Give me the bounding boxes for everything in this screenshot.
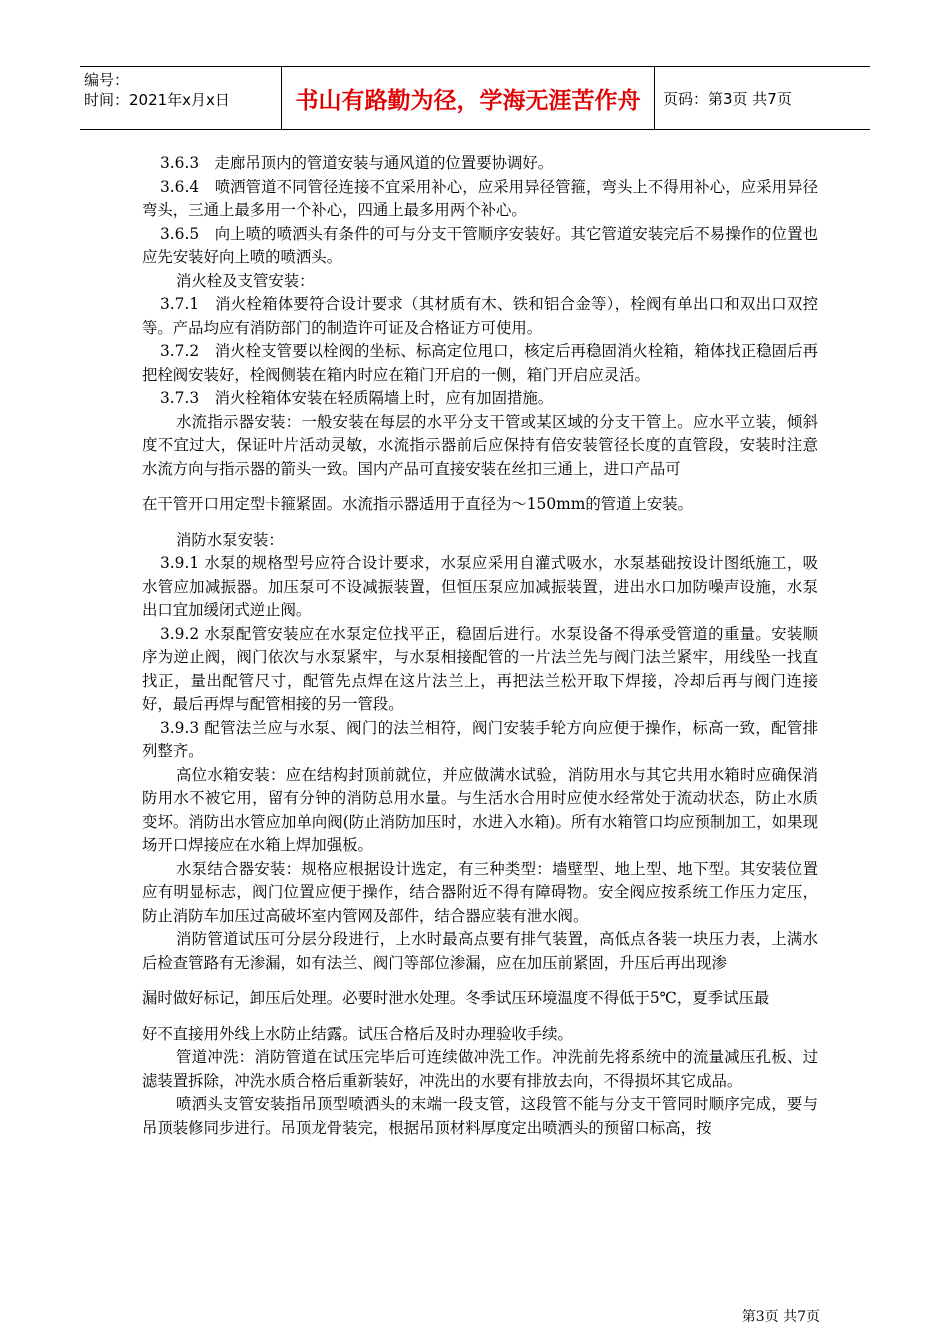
paragraph: 消防水泵安装：	[176, 530, 284, 549]
paragraph: 好不直接用外线上水防止结露。试压合格后及时办理验收手续。	[142, 1024, 573, 1043]
paragraph: 3.6.5 向上喷的喷洒头有条件的可与分支干管顺序安装好。其它管道安装完后不易操作的位置也应先安装好向上喷的喷洒头。	[142, 224, 818, 266]
paragraph: 在干管开口用定型卡箍紧固。水流指示器适用于直径为～150mm的管道上安装。	[142, 495, 694, 513]
paragraph: 3.6.4 喷洒管道不同管径连接不宜采用补心，应采用异径管箍，弯头上不得用补心，应采用异径弯头，三通上最多用一个补心，四通上最多用两个补心。	[142, 177, 818, 219]
paragraph: 高位水箱安装：应在结构封顶前就位，并应做满水试验，消防用水与其它共用水箱时应确保消防用水不被它用，留有分钟的消防总用水量。与生活水合用时应使水经常处于流动状态，防止水质变坏。消防出水管应加单向阀(防止消防加压时，水进入水箱)。所有水箱管口均应预制加工，如果现场开口焊接应在水箱上焊加强板。	[142, 765, 818, 854]
paragraph: 水泵结合器安装：规格应根据设计选定，有三种类型：墙壁型、地上型、地下型。其安装位置应有明显标志，阀门位置应便于操作，结合器附近不得有障碍物。安全阀应按系统工作压力定压，防止消防车加压过高破坏室内管网及部件，结合器应装有泄水阀。	[142, 859, 818, 925]
document-time-label: 时间：2021年x月x日	[84, 91, 230, 109]
header-motto: 书山有路勤为径，学海无涯苦作舟	[282, 67, 655, 129]
paragraph: 3.9.1 水泵的规格型号应符合设计要求，水泵应采用自灌式吸水，水泵基础按设计图纸施工，吸水管应加减振器。加压泵可不设减振装置，但恒压泵应加减振装置，进出水口加防噪声设施，水泵出口宜加缓闭式逆止阀。	[142, 554, 818, 619]
paragraph: 3.7.2 消火栓支管要以栓阀的坐标、标高定位甩口，核定后再稳固消火栓箱，箱体找正稳固后再把栓阀安装好，栓阀侧装在箱内时应在箱门开启的一侧，箱门开启应灵活。	[142, 342, 818, 384]
paragraph: 管道冲洗：消防管道在试压完毕后可连续做冲洗工作。冲洗前先将系统中的流量减压孔板、过滤装置拆除，冲洗水质合格后重新装好，冲洗出的水要有排放去向，不得损坏其它成品。	[142, 1048, 818, 1090]
paragraph: 漏时做好标记，卸压后处理。必要时泄水处理。冬季试压环境温度不得低于5℃，夏季试压最	[142, 989, 770, 1007]
document-number-label: 编号：	[84, 71, 130, 89]
document-body	[142, 152, 818, 1140]
header-meta-cell	[80, 67, 282, 129]
page-header	[80, 66, 870, 130]
paragraph: 消防管道试压可分层分段进行，上水时最高点要有排气装置，高低点各装一块压力表，上满水后检查管路有无渗漏，如有法兰、阀门等部位渗漏，应在加压前紧固，升压后再出现渗	[142, 930, 818, 972]
paragraph: 3.7.3 消火栓箱体安装在轻质隔墙上时，应有加固措施。	[160, 389, 554, 407]
header-page-number: 页码：第3页 共7页	[663, 89, 792, 108]
paragraph: 3.6.3 走廊吊顶内的管道安装与通风道的位置要协调好。	[160, 154, 554, 172]
paragraph: 3.9.2 水泵配管安装应在水泵定位找平正，稳固后进行。水泵设备不得承受管道的重量。安装顺序为逆止阀，阀门依次与水泵紧牢，与水泵相接配管的一片法兰先与阀门法兰紧牢，用线坠一找直找正，量出配管尺寸，配管先点焊在这片法兰上，再把法兰松开取下焊接，冷却后再与阀门连接好，最后再焊与配管相接的另一管段。	[142, 624, 818, 713]
paragraph: 水流指示器安装：一般安装在每层的水平分支干管或某区域的分支干管上。应水平立装，倾斜度不宜过大，保证叶片活动灵敏，水流指示器前后应保持有倍安装管径长度的直管段，安装时注意水流方向与指示器的箭头一致。国内产品可直接安装在丝扣三通上，进口产品可	[142, 412, 818, 478]
paragraph: 3.7.1 消火栓箱体要符合设计要求（其材质有木、铁和铝合金等），栓阀有单出口和双出口双控等。产品均应有消防部门的制造许可证及合格证方可使用。	[142, 295, 818, 337]
page-footer-number: 第3页 共7页	[741, 1309, 820, 1325]
paragraph: 3.9.3 配管法兰应与水泵、阀门的法兰相符，阀门安装手轮方向应便于操作，标高一致，配管排列整齐。	[142, 718, 818, 760]
paragraph: 消火栓及支管安装：	[176, 271, 315, 290]
paragraph: 喷洒头支管安装指吊顶型喷洒头的末端一段支管，这段管不能与分支干管同时顺序完成，要与吊顶装修同步进行。吊顶龙骨装完，根据吊顶材料厚度定出喷洒头的预留口标高，按	[142, 1095, 818, 1137]
